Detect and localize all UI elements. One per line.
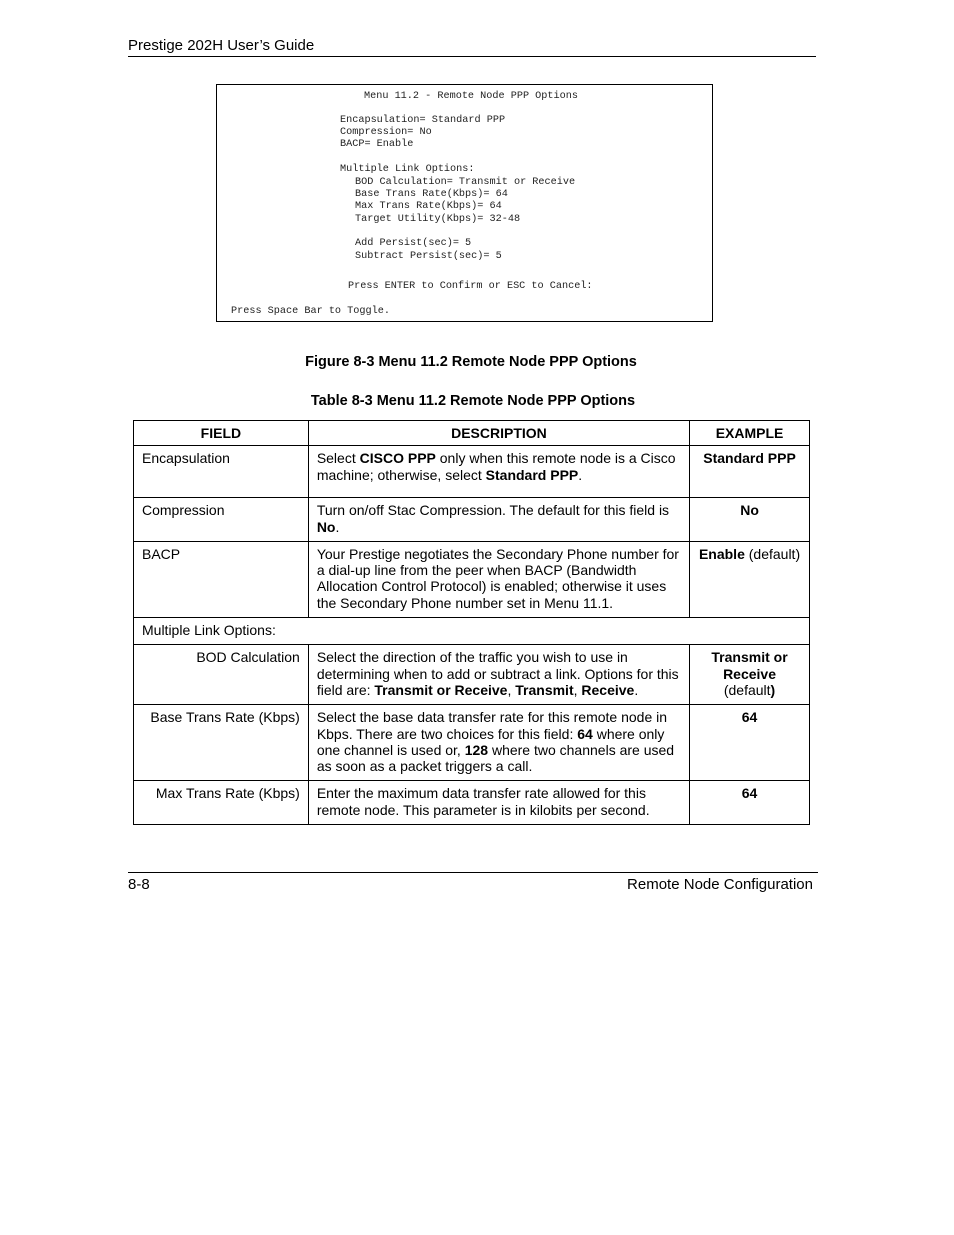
table-row bbox=[134, 705, 810, 781]
example-cell: No bbox=[690, 498, 810, 542]
terminal-line: Target Utility(Kbps)= 32-48 bbox=[355, 214, 521, 225]
terminal-line: Add Persist(sec)= 5 bbox=[355, 238, 472, 249]
example-cell: Standard PPP bbox=[690, 446, 810, 498]
table-row bbox=[134, 498, 810, 542]
table-row bbox=[134, 781, 810, 825]
table-row bbox=[134, 541, 810, 617]
page-footer bbox=[128, 872, 818, 893]
terminal-line: Multiple Link Options: bbox=[340, 164, 475, 175]
description-cell: Select the direction of the traffic you wish to use in determining when to add or subtract a link. Options for this field are: Transmit or Receive, Transmit, Receive. bbox=[308, 645, 689, 705]
description-cell: Select CISCO PPP only when this remote node is a Cisco machine; otherwise, select Standard PPP. bbox=[308, 446, 689, 498]
terminal-line: Encapsulation= Standard PPP bbox=[340, 115, 506, 126]
menu-title: Menu 11.2 - Remote Node PPP Options bbox=[364, 91, 578, 102]
terminal-line: Compression= No bbox=[340, 127, 432, 138]
options-table bbox=[133, 420, 810, 825]
header-field: FIELD bbox=[134, 421, 309, 446]
description-cell: Your Prestige negotiates the Secondary Phone number for a dial-up line from the peer when BACP (Bandwidth Allocation Control Protocol) is enabled; otherwise it uses the Secondary Phone number set in Menu 11.1. bbox=[308, 541, 689, 617]
section-label-cell: Multiple Link Options: bbox=[134, 618, 810, 645]
example-cell: 64 bbox=[690, 705, 810, 781]
header-example: EXAMPLE bbox=[690, 421, 810, 446]
field-cell: Base Trans Rate (Kbps) bbox=[134, 705, 309, 781]
example-cell: Enable (default) bbox=[690, 541, 810, 617]
confirm-prompt: Press ENTER to Confirm or ESC to Cancel: bbox=[348, 281, 593, 292]
page-number: 8-8 bbox=[128, 876, 150, 893]
terminal-line: Subtract Persist(sec)= 5 bbox=[355, 251, 502, 262]
description-cell: Enter the maximum data transfer rate allowed for this remote node. This parameter is in kilobits per second. bbox=[308, 781, 689, 825]
guide-title: Prestige 202H User’s Guide bbox=[128, 37, 315, 54]
table-row bbox=[134, 645, 810, 705]
description-cell: Select the base data transfer rate for this remote node in Kbps. There are two choices for this field: 64 where only one channel is used or, 128 where two channels are used as soon as a packet triggers a call. bbox=[308, 705, 689, 781]
table-row bbox=[134, 446, 810, 498]
table-header-row bbox=[134, 421, 810, 446]
terminal-line: BACP= Enable bbox=[340, 139, 414, 150]
page-header bbox=[128, 37, 816, 57]
example-cell: Transmit or Receive (default) bbox=[690, 645, 810, 705]
section-title: Remote Node Configuration bbox=[627, 876, 813, 893]
description-cell: Turn on/off Stac Compression. The default for this field is No. bbox=[308, 498, 689, 542]
field-cell: Compression bbox=[134, 498, 309, 542]
table-caption: Table 8-3 Menu 11.2 Remote Node PPP Options bbox=[310, 393, 636, 409]
terminal-line: BOD Calculation= Transmit or Receive bbox=[355, 177, 576, 188]
table-row bbox=[134, 618, 810, 645]
field-cell: Max Trans Rate (Kbps) bbox=[134, 781, 309, 825]
field-cell: BOD Calculation bbox=[134, 645, 309, 705]
terminal-line: Base Trans Rate(Kbps)= 64 bbox=[355, 189, 508, 200]
figure-caption: Figure 8-3 Menu 11.2 Remote Node PPP Options bbox=[305, 354, 637, 370]
terminal-screen bbox=[216, 84, 713, 322]
terminal-line: Max Trans Rate(Kbps)= 64 bbox=[355, 201, 502, 212]
toggle-hint: Press Space Bar to Toggle. bbox=[231, 306, 390, 317]
field-cell: BACP bbox=[134, 541, 309, 617]
field-cell: Encapsulation bbox=[134, 446, 309, 498]
header-description: DESCRIPTION bbox=[308, 421, 689, 446]
example-cell: 64 bbox=[690, 781, 810, 825]
